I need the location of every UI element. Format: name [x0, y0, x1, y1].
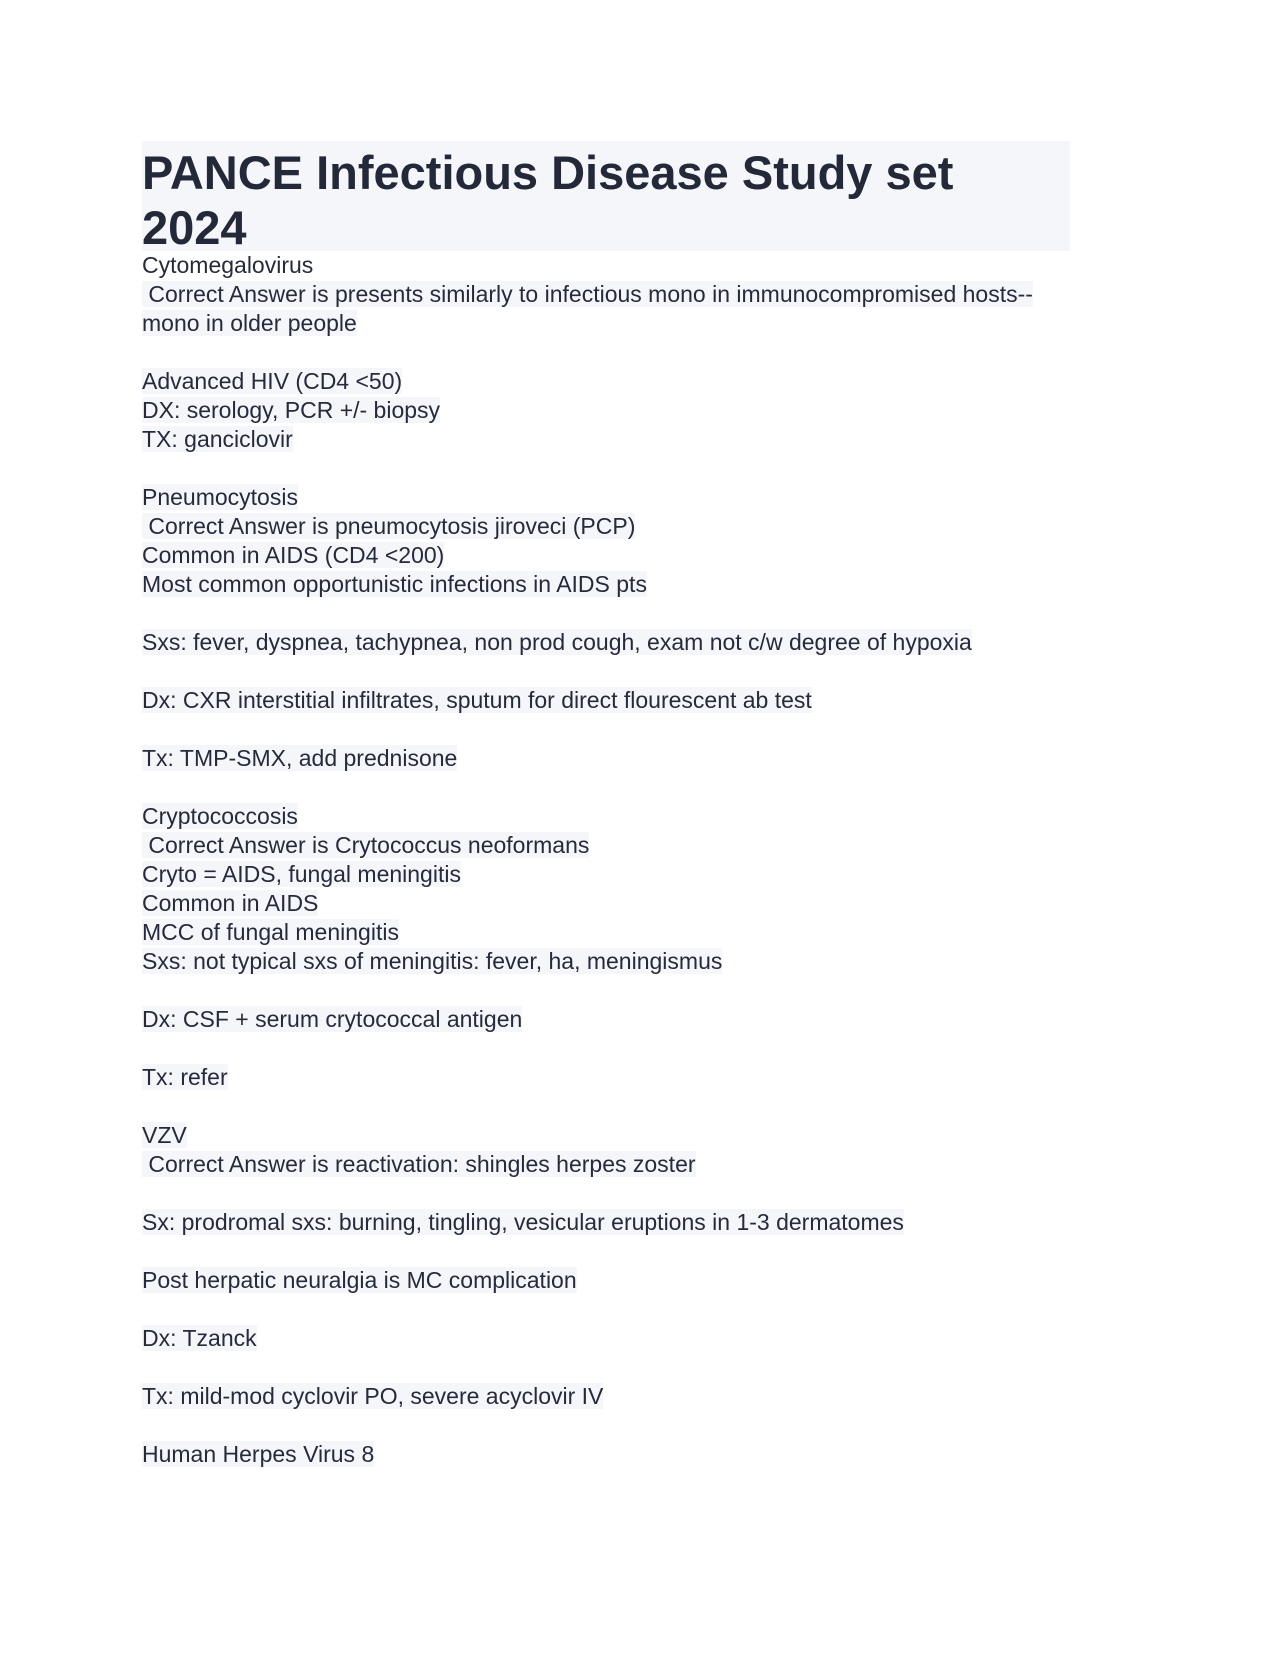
topic-heading: Pneumocytosis [142, 484, 298, 510]
blank-line [142, 1179, 1070, 1208]
detail-line: TX: ganciclovir [142, 426, 293, 452]
detail-line: DX: serology, PCR +/- biopsy [142, 397, 441, 423]
section-vzv [142, 1121, 1070, 1440]
section-pneumocytosis [142, 483, 1070, 802]
detail-line: Tx: mild-mod cyclovir PO, severe acyclovir IV [142, 1383, 604, 1409]
blank-line [142, 1411, 1070, 1440]
detail-line: Common in AIDS (CD4 <200) [142, 542, 445, 568]
blank-line [142, 773, 1070, 802]
detail-line: Tx: TMP-SMX, add prednisone [142, 745, 458, 771]
correct-answer: Correct Answer is pneumocytosis jiroveci (PCP) [142, 513, 636, 539]
blank-line [142, 599, 1070, 628]
correct-answer-continued: mono in older people [142, 310, 357, 336]
section-cytomegalovirus [142, 251, 1070, 483]
detail-line: Post herpatic neuralgia is MC complication [142, 1267, 577, 1293]
detail-line: Sx: prodromal sxs: burning, tingling, vesicular eruptions in 1-3 dermatomes [142, 1209, 904, 1235]
topic-heading: Cytomegalovirus [142, 252, 314, 278]
topic-heading: Cryptococcosis [142, 803, 298, 829]
section-cryptococcosis [142, 802, 1070, 1121]
blank-line [142, 454, 1070, 483]
blank-line [142, 715, 1070, 744]
blank-line [142, 1353, 1070, 1382]
correct-answer: Correct Answer is presents similarly to infectious mono in immunocompromised hosts-- [142, 281, 1033, 307]
correct-answer: Correct Answer is Crytococcus neoformans [142, 832, 590, 858]
detail-line: Tx: refer [142, 1064, 228, 1090]
correct-answer: Correct Answer is reactivation: shingles herpes zoster [142, 1151, 696, 1177]
topic-heading: Human Herpes Virus 8 [142, 1441, 375, 1467]
blank-line [142, 1237, 1070, 1266]
blank-line [142, 1295, 1070, 1324]
detail-line: MCC of fungal meningitis [142, 919, 399, 945]
detail-line: Advanced HIV (CD4 <50) [142, 368, 403, 394]
blank-line [142, 1092, 1070, 1121]
blank-line [142, 657, 1070, 686]
blank-line [142, 338, 1070, 367]
detail-line: Most common opportunistic infections in AIDS pts [142, 571, 647, 597]
detail-line: Dx: CSF + serum crytococcal antigen [142, 1006, 523, 1032]
blank-line [142, 1034, 1070, 1063]
blank-line [142, 976, 1070, 1005]
detail-line: Dx: CXR interstitial infiltrates, sputum for direct flourescent ab test [142, 687, 812, 713]
detail-line: Cryto = AIDS, fungal meningitis [142, 861, 461, 887]
detail-line: Sxs: not typical sxs of meningitis: fever, ha, meningismus [142, 948, 723, 974]
document-title: PANCE Infectious Disease Study set 2024 [142, 146, 954, 254]
detail-line: Dx: Tzanck [142, 1325, 257, 1351]
document-page [142, 141, 1070, 1469]
section-hhv8 [142, 1440, 1070, 1469]
detail-line: Common in AIDS [142, 890, 319, 916]
topic-heading: VZV [142, 1122, 187, 1148]
detail-line: Sxs: fever, dyspnea, tachypnea, non prod cough, exam not c/w degree of hypoxia [142, 629, 972, 655]
title-block [142, 141, 1070, 254]
